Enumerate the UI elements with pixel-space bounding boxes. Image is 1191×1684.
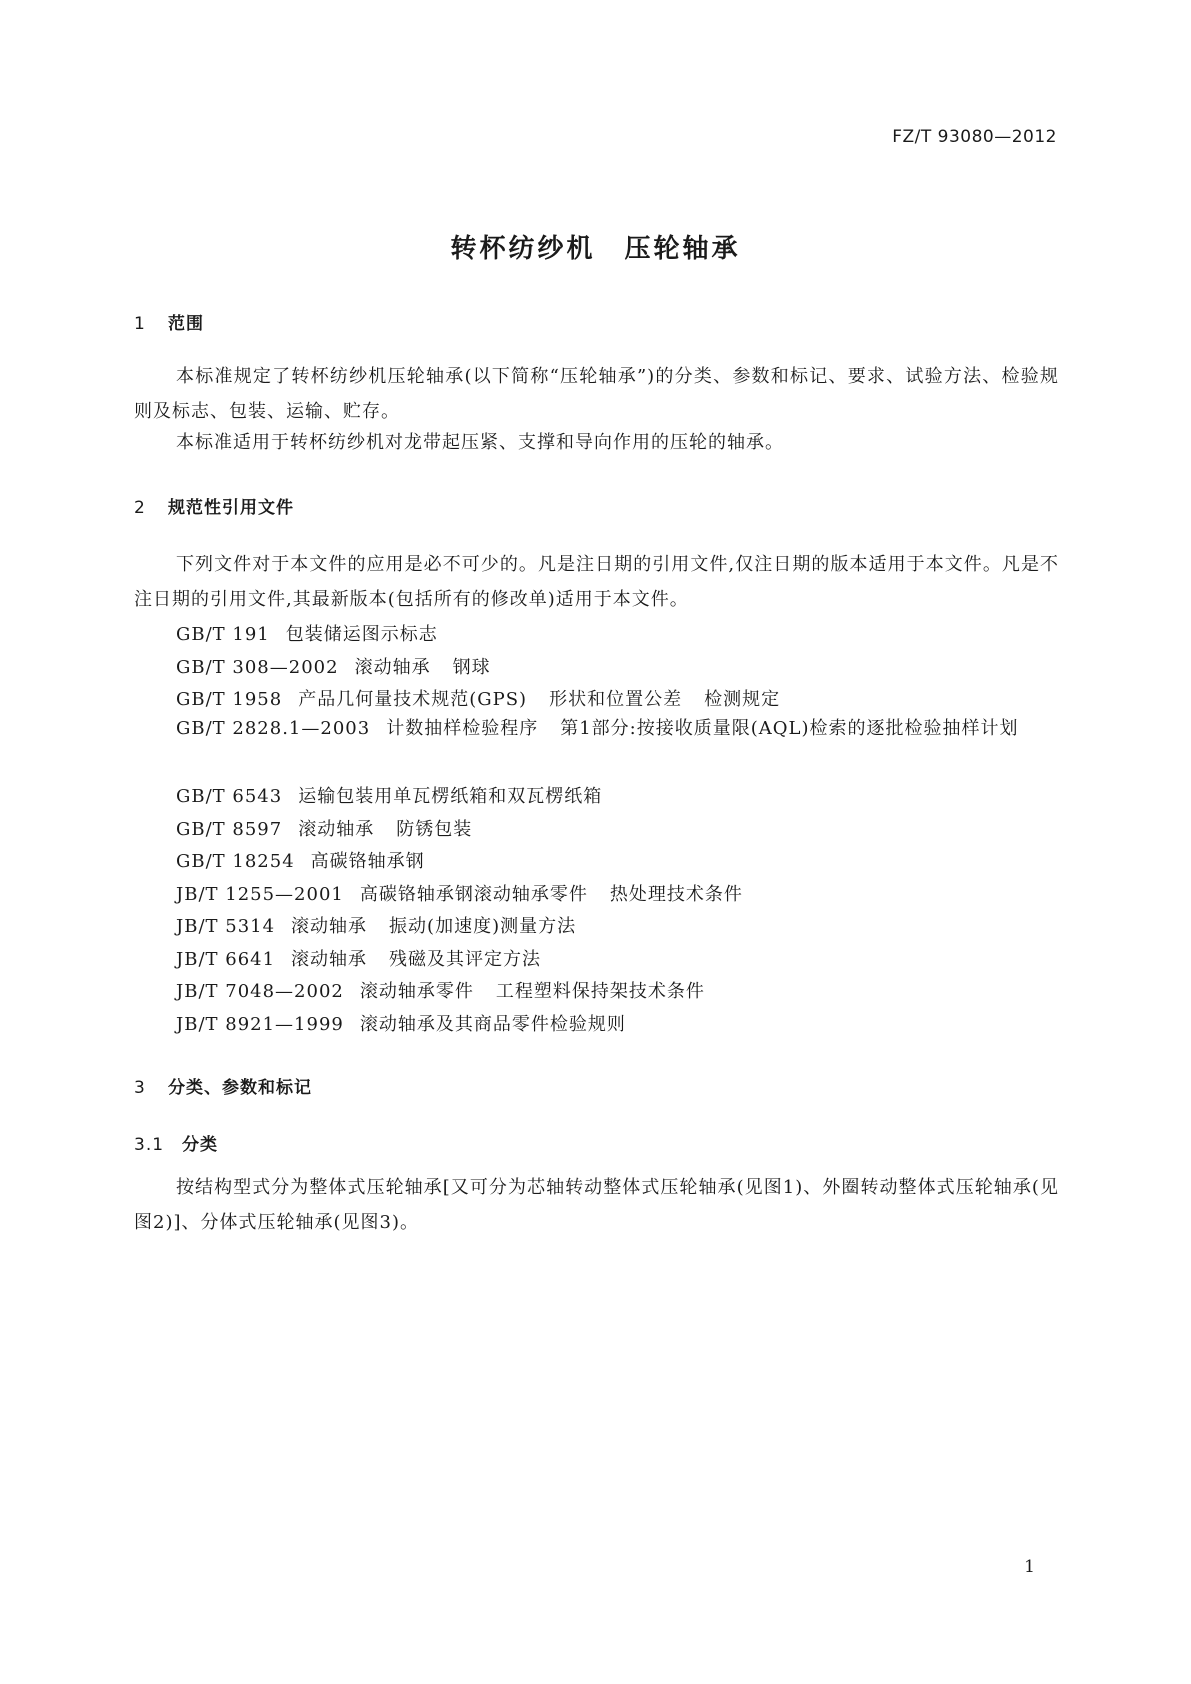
reference-title: 滚动轴承	[291, 916, 368, 937]
reference-code: JB/T 5314	[176, 916, 276, 937]
subsection-number: 3.1	[134, 1135, 165, 1155]
reference-title: 高碳铬轴承钢	[310, 851, 425, 872]
document-title: 转杯纺纱机 压轮轴承	[450, 234, 741, 264]
reference-title: 包装储运图示标志	[285, 624, 438, 645]
reference-title: 产品几何量技术规范(GPS)	[298, 689, 528, 710]
reference-title: 检测规定	[704, 689, 781, 710]
section-2-heading	[134, 493, 294, 518]
reference-title: 滚动轴承	[354, 657, 431, 678]
section-number: 1	[134, 314, 146, 334]
section-title: 范围	[168, 314, 204, 334]
reference-title: 计数抽样检验程序	[386, 718, 539, 739]
reference-code: GB/T 191	[176, 624, 270, 645]
reference-item	[176, 880, 743, 906]
reference-item	[176, 782, 602, 808]
reference-item	[176, 1010, 626, 1036]
standard-code: FZ/T 93080—2012	[892, 127, 1057, 147]
reference-item	[176, 685, 780, 711]
reference-title: 振动(加速度)测量方法	[389, 916, 577, 937]
reference-code: JB/T 7048—2002	[176, 981, 344, 1002]
reference-item	[176, 620, 438, 646]
reference-item	[134, 711, 1059, 746]
subsection-3-1-paragraph: 按结构型式分为整体式压轮轴承[又可分为芯轴转动整体式压轮轴承(见图1)、外圈转动整体式压轮轴承(见图2)]、分体式压轮轴承(见图3)。	[134, 1177, 1059, 1233]
section-title: 分类、参数和标记	[168, 1078, 312, 1098]
reference-code: GB/T 2828.1—2003	[176, 718, 371, 739]
reference-code: GB/T 18254	[176, 851, 295, 872]
reference-code: GB/T 308—2002	[176, 657, 339, 678]
section-1-paragraph-2: 本标准适用于转杯纺纱机对龙带起压紧、支撑和导向作用的压轮的轴承。	[176, 432, 784, 453]
section-1-heading	[134, 309, 204, 334]
reference-title: 残磁及其评定方法	[389, 949, 542, 970]
reference-title: 第1部分:按接收质量限(AQL)检索的逐批检验抽样计划	[560, 718, 1019, 739]
section-3-heading	[134, 1073, 312, 1098]
reference-item	[176, 815, 472, 841]
subsection-title: 分类	[182, 1135, 218, 1155]
reference-code: GB/T 1958	[176, 689, 283, 710]
reference-item	[176, 847, 425, 873]
reference-title: 热处理技术条件	[609, 884, 743, 905]
reference-item	[176, 945, 541, 971]
section-1-paragraph-1: 本标准规定了转杯纺纱机压轮轴承(以下简称“压轮轴承”)的分类、参数和标记、要求、试验方法、检验规则及标志、包装、运输、贮存。	[134, 366, 1059, 422]
reference-title: 滚动轴承及其商品零件检验规则	[359, 1014, 626, 1035]
reference-title: 运输包装用单瓦楞纸箱和双瓦楞纸箱	[298, 786, 603, 807]
page-number: 1	[1024, 1557, 1035, 1577]
subsection-3-1-heading	[134, 1130, 218, 1155]
reference-code: JB/T 8921—1999	[176, 1014, 344, 1035]
reference-item	[176, 912, 576, 938]
section-2-intro: 下列文件对于本文件的应用是必不可少的。凡是注日期的引用文件,仅注日期的版本适用于本文件。凡是不注日期的引用文件,其最新版本(包括所有的修改单)适用于本文件。	[134, 554, 1059, 610]
reference-code: GB/T 6543	[176, 786, 283, 807]
reference-code: JB/T 1255—2001	[176, 884, 344, 905]
reference-item	[176, 977, 705, 1003]
section-title: 规范性引用文件	[168, 498, 294, 518]
reference-title: 工程塑料保持架技术条件	[495, 981, 705, 1002]
reference-title: 形状和位置公差	[549, 689, 683, 710]
reference-title: 钢球	[452, 657, 491, 678]
reference-title: 滚动轴承零件	[359, 981, 474, 1002]
reference-title: 滚动轴承	[291, 949, 368, 970]
reference-title: 滚动轴承	[298, 819, 375, 840]
reference-title: 防锈包装	[396, 819, 473, 840]
reference-code: JB/T 6641	[176, 949, 276, 970]
section-number: 3	[134, 1078, 146, 1098]
reference-item	[176, 653, 491, 679]
reference-code: GB/T 8597	[176, 819, 283, 840]
section-number: 2	[134, 498, 146, 518]
reference-title: 高碳铬轴承钢滚动轴承零件	[359, 884, 588, 905]
